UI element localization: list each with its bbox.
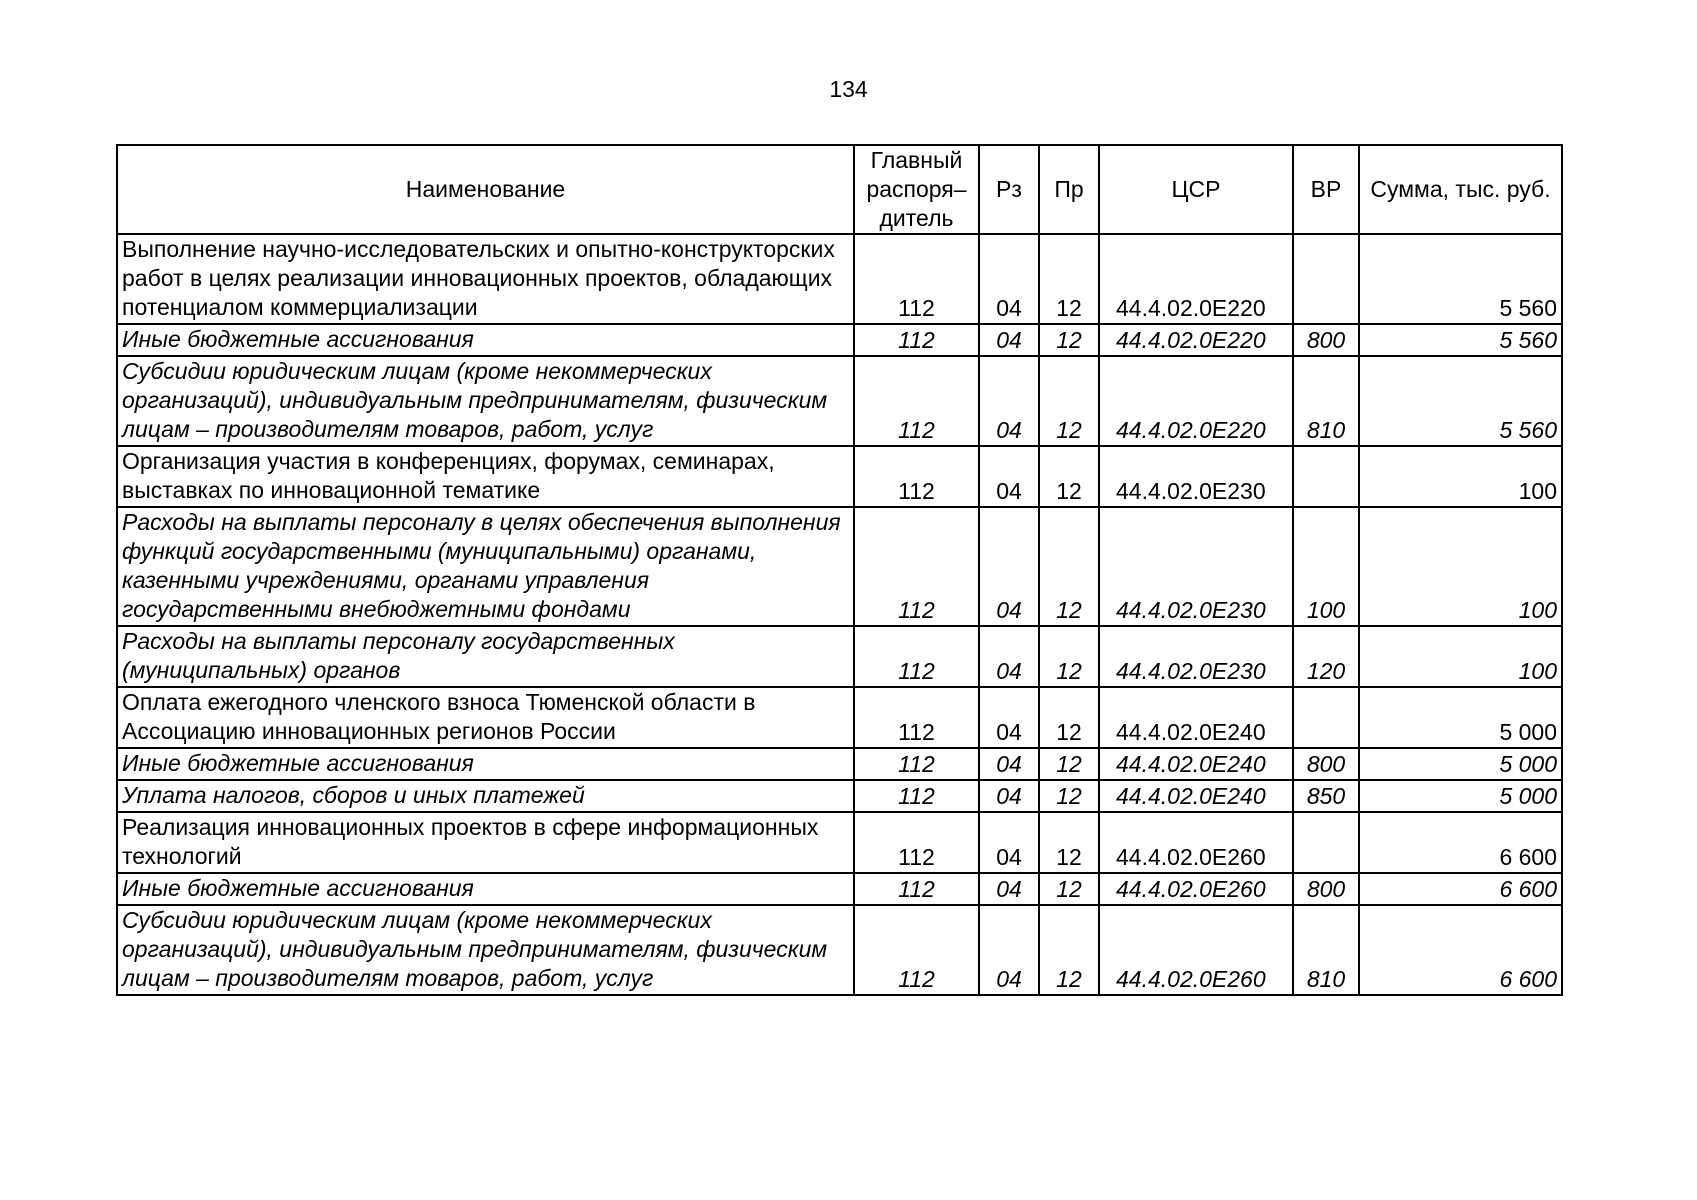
cell-sum: 5 560 bbox=[1359, 234, 1562, 324]
header-sum: Сумма, тыс. руб. bbox=[1359, 145, 1562, 234]
cell-sum: 100 bbox=[1359, 446, 1562, 507]
cell-manager: 112 bbox=[854, 687, 979, 748]
cell-name: Расходы на выплаты персоналу в целях обеспечения выполнения функций государственными (муниципальными) органами, казенными учреждениями, органами управления государственными внебюджетными фондами bbox=[117, 507, 854, 626]
cell-name: Субсидии юридическим лицам (кроме некоммерческих организаций), индивидуальным предпринимателям, физическим лицам – производителям товаров, работ, услуг bbox=[117, 905, 854, 995]
cell-csr: 44.4.02.0Е220 bbox=[1099, 324, 1293, 356]
cell-csr: 44.4.02.0Е220 bbox=[1099, 356, 1293, 446]
cell-sum: 5 000 bbox=[1359, 687, 1562, 748]
cell-vr bbox=[1293, 687, 1359, 748]
header-name: Наименование bbox=[117, 145, 854, 234]
cell-csr: 44.4.02.0Е260 bbox=[1099, 873, 1293, 905]
cell-pr: 12 bbox=[1039, 324, 1099, 356]
cell-pr: 12 bbox=[1039, 626, 1099, 687]
cell-manager: 112 bbox=[854, 324, 979, 356]
cell-sum: 5 000 bbox=[1359, 780, 1562, 812]
cell-rz: 04 bbox=[979, 446, 1039, 507]
cell-pr: 12 bbox=[1039, 812, 1099, 873]
cell-pr: 12 bbox=[1039, 446, 1099, 507]
cell-manager: 112 bbox=[854, 905, 979, 995]
cell-pr: 12 bbox=[1039, 873, 1099, 905]
cell-csr: 44.4.02.0Е230 bbox=[1099, 446, 1293, 507]
cell-vr: 810 bbox=[1293, 905, 1359, 995]
header-pr: Пр bbox=[1039, 145, 1099, 234]
table-row bbox=[117, 873, 1562, 905]
cell-csr: 44.4.02.0Е260 bbox=[1099, 905, 1293, 995]
header-csr: ЦСР bbox=[1099, 145, 1293, 234]
cell-name: Уплата налогов, сборов и иных платежей bbox=[117, 780, 854, 812]
cell-csr: 44.4.02.0Е260 bbox=[1099, 812, 1293, 873]
cell-csr: 44.4.02.0Е240 bbox=[1099, 780, 1293, 812]
cell-name: Организация участия в конференциях, форумах, семинарах, выставках по инновационной тематике bbox=[117, 446, 854, 507]
cell-sum: 5 560 bbox=[1359, 324, 1562, 356]
cell-sum: 6 600 bbox=[1359, 873, 1562, 905]
cell-pr: 12 bbox=[1039, 234, 1099, 324]
cell-rz: 04 bbox=[979, 626, 1039, 687]
table-row bbox=[117, 356, 1562, 446]
table-row bbox=[117, 507, 1562, 626]
cell-manager: 112 bbox=[854, 780, 979, 812]
cell-csr: 44.4.02.0Е220 bbox=[1099, 234, 1293, 324]
table-row bbox=[117, 446, 1562, 507]
cell-sum: 6 600 bbox=[1359, 812, 1562, 873]
cell-pr: 12 bbox=[1039, 905, 1099, 995]
cell-vr bbox=[1293, 446, 1359, 507]
table-header-row bbox=[117, 145, 1562, 234]
cell-name: Иные бюджетные ассигнования bbox=[117, 324, 854, 356]
header-vr: ВР bbox=[1293, 145, 1359, 234]
cell-vr: 800 bbox=[1293, 324, 1359, 356]
cell-csr: 44.4.02.0Е240 bbox=[1099, 748, 1293, 780]
cell-rz: 04 bbox=[979, 780, 1039, 812]
cell-rz: 04 bbox=[979, 873, 1039, 905]
page-number: 134 bbox=[829, 76, 868, 102]
cell-sum: 6 600 bbox=[1359, 905, 1562, 995]
table-row bbox=[117, 324, 1562, 356]
cell-manager: 112 bbox=[854, 812, 979, 873]
cell-manager: 112 bbox=[854, 356, 979, 446]
cell-vr: 810 bbox=[1293, 356, 1359, 446]
cell-name: Выполнение научно-исследовательских и опытно-конструкторских работ в целях реализации инновационных проектов, обладающих потенциалом коммерциализации bbox=[117, 234, 854, 324]
table-row bbox=[117, 687, 1562, 748]
cell-rz: 04 bbox=[979, 324, 1039, 356]
cell-vr bbox=[1293, 234, 1359, 324]
header-manager: Главный распоря– дитель bbox=[854, 145, 979, 234]
cell-name: Расходы на выплаты персоналу государственных (муниципальных) органов bbox=[117, 626, 854, 687]
cell-manager: 112 bbox=[854, 446, 979, 507]
budget-table bbox=[116, 144, 1563, 996]
table-row bbox=[117, 748, 1562, 780]
cell-rz: 04 bbox=[979, 356, 1039, 446]
table-row bbox=[117, 905, 1562, 995]
cell-vr: 800 bbox=[1293, 748, 1359, 780]
cell-sum: 100 bbox=[1359, 507, 1562, 626]
cell-pr: 12 bbox=[1039, 780, 1099, 812]
cell-csr: 44.4.02.0Е230 bbox=[1099, 626, 1293, 687]
cell-manager: 112 bbox=[854, 234, 979, 324]
cell-manager: 112 bbox=[854, 507, 979, 626]
table-row bbox=[117, 780, 1562, 812]
cell-name: Реализация инновационных проектов в сфере информационных технологий bbox=[117, 812, 854, 873]
cell-vr: 100 bbox=[1293, 507, 1359, 626]
cell-name: Субсидии юридическим лицам (кроме некоммерческих организаций), индивидуальным предпринимателям, физическим лицам – производителям товаров, работ, услуг bbox=[117, 356, 854, 446]
table-row bbox=[117, 626, 1562, 687]
cell-manager: 112 bbox=[854, 873, 979, 905]
cell-csr: 44.4.02.0Е240 bbox=[1099, 687, 1293, 748]
cell-csr: 44.4.02.0Е230 bbox=[1099, 507, 1293, 626]
cell-rz: 04 bbox=[979, 507, 1039, 626]
table-row bbox=[117, 812, 1562, 873]
cell-vr: 800 bbox=[1293, 873, 1359, 905]
cell-rz: 04 bbox=[979, 687, 1039, 748]
cell-vr: 850 bbox=[1293, 780, 1359, 812]
cell-rz: 04 bbox=[979, 748, 1039, 780]
cell-pr: 12 bbox=[1039, 356, 1099, 446]
cell-name: Оплата ежегодного членского взноса Тюменской области в Ассоциацию инновационных регионов России bbox=[117, 687, 854, 748]
cell-pr: 12 bbox=[1039, 687, 1099, 748]
cell-pr: 12 bbox=[1039, 748, 1099, 780]
cell-manager: 112 bbox=[854, 748, 979, 780]
cell-rz: 04 bbox=[979, 234, 1039, 324]
cell-rz: 04 bbox=[979, 905, 1039, 995]
cell-name: Иные бюджетные ассигнования bbox=[117, 873, 854, 905]
table-row bbox=[117, 234, 1562, 324]
cell-sum: 5 000 bbox=[1359, 748, 1562, 780]
cell-rz: 04 bbox=[979, 812, 1039, 873]
cell-vr: 120 bbox=[1293, 626, 1359, 687]
cell-pr: 12 bbox=[1039, 507, 1099, 626]
cell-sum: 5 560 bbox=[1359, 356, 1562, 446]
cell-vr bbox=[1293, 812, 1359, 873]
cell-manager: 112 bbox=[854, 626, 979, 687]
header-rz: Рз bbox=[979, 145, 1039, 234]
cell-sum: 100 bbox=[1359, 626, 1562, 687]
cell-name: Иные бюджетные ассигнования bbox=[117, 748, 854, 780]
